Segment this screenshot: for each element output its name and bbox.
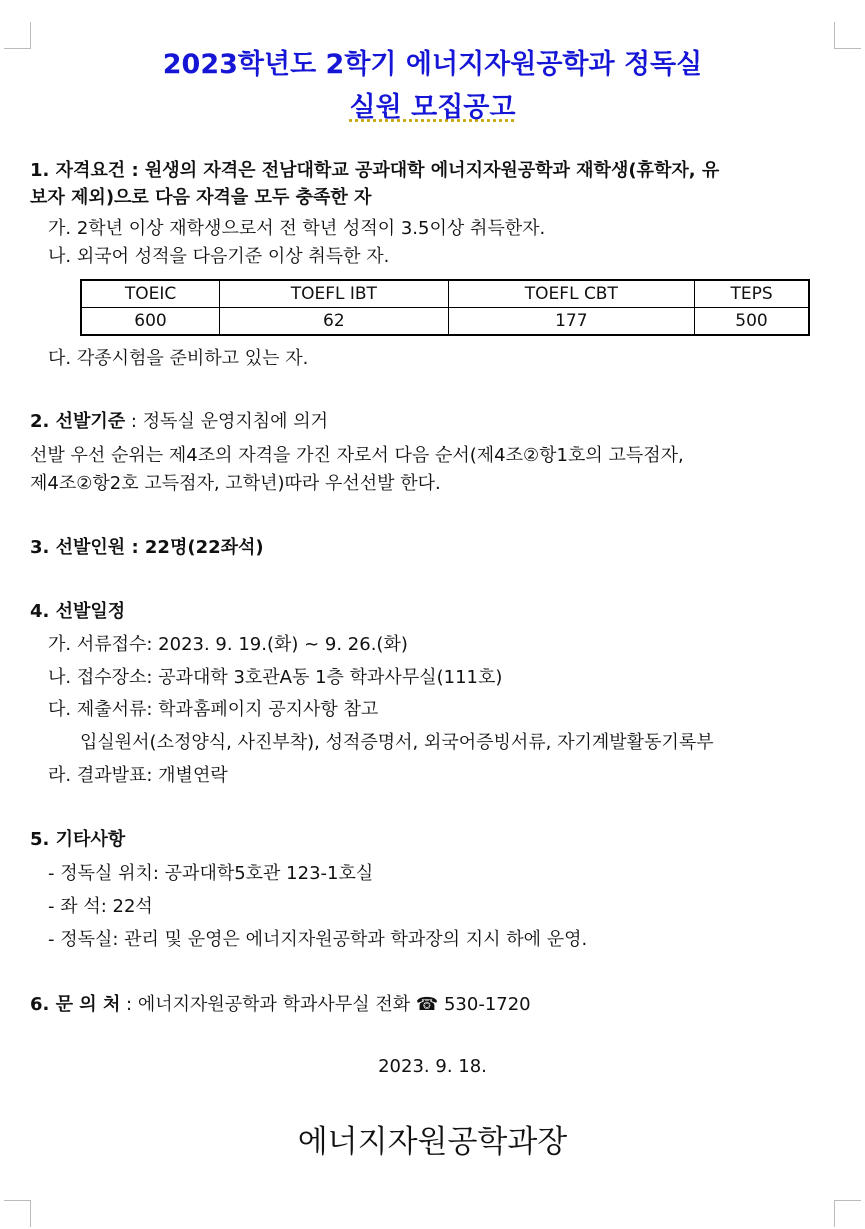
- score-value: 500: [695, 308, 809, 336]
- score-header: TEPS: [695, 280, 809, 308]
- score-value: 600: [81, 308, 220, 336]
- score-table-header-row: [81, 280, 809, 308]
- score-value: 62: [220, 308, 449, 336]
- score-value: 177: [448, 308, 694, 336]
- section5-item: - 정독실: 관리 및 운영은 에너지자원공학과 학과장의 지시 하에 운영.: [48, 929, 588, 950]
- section6-heading: 6. 문 의 처 : 에너지자원공학과 학과사무실 전화 ☎ 530-1720: [30, 994, 531, 1015]
- section2-body-2: 제4조②항2호 고득점자, 고학년)따라 우선선발 한다.: [30, 473, 441, 494]
- section4-heading: 4. 선발일정: [30, 601, 126, 622]
- section1-item-ga: 가. 2학년 이상 재학생으로서 전 학년 성적이 3.5이상 취득한자.: [48, 218, 546, 239]
- section4-item-na: 나. 접수장소: 공과대학 3호관A동 1층 학과사무실(111호): [48, 667, 503, 688]
- score-header: TOEIC: [81, 280, 220, 308]
- section5-item: - 정독실 위치: 공과대학5호관 123-1호실: [48, 863, 374, 884]
- section1-heading: 1. 자격요건 : 원생의 자격은 전남대학교 공과대학 에너지자원공학과 재학생(휴학자, 유: [30, 160, 720, 181]
- section4-item-ra: 라. 결과발표: 개별연락: [48, 765, 228, 786]
- section2-body-1: 선발 우선 순위는 제4조의 자격을 가진 자로서 다음 순서(제4조②항1호의 고득점자,: [30, 445, 684, 466]
- section3-heading: 3. 선발인원 : 22명(22좌석): [30, 537, 264, 558]
- section2-heading: 2. 선발기준 : 정독실 운영지침에 의거: [30, 411, 329, 432]
- section5-heading: 5. 기타사항: [30, 829, 126, 850]
- score-table-value-row: [81, 308, 809, 336]
- notice-date: 2023. 9. 18.: [378, 1056, 487, 1077]
- section1-item-na: 나. 외국어 성적을 다음기준 이상 취득한 자.: [48, 246, 390, 267]
- section4-item-ga: 가. 서류접수: 2023. 9. 19.(화) ~ 9. 26.(화): [48, 634, 408, 655]
- title-line-1: 2023학년도 2학기 에너지자원공학과 정독실: [162, 49, 703, 80]
- title-line-2: 실원 모집공고: [349, 92, 516, 123]
- section4-item-da-docs: 입실원서(소정양식, 사진부착), 성적증명서, 외국어증빙서류, 자기계발활동기록부: [80, 732, 714, 753]
- crop-mark: [834, 1200, 861, 1227]
- crop-mark: [4, 1200, 31, 1227]
- section5-item: - 좌 석: 22석: [48, 896, 153, 917]
- score-header: TOEFL IBT: [220, 280, 449, 308]
- department-head-signature: 에너지자원공학과장: [297, 1124, 568, 1160]
- section1-heading-cont: 보자 제외)으로 다음 자격을 모두 충족한 자: [30, 187, 372, 208]
- score-header: TOEFL CBT: [448, 280, 694, 308]
- section4-item-da: 다. 제출서류: 학과홈페이지 공지사항 참고: [48, 699, 379, 720]
- score-table: [80, 279, 810, 336]
- section1-item-da: 다. 각종시험을 준비하고 있는 자.: [48, 348, 309, 369]
